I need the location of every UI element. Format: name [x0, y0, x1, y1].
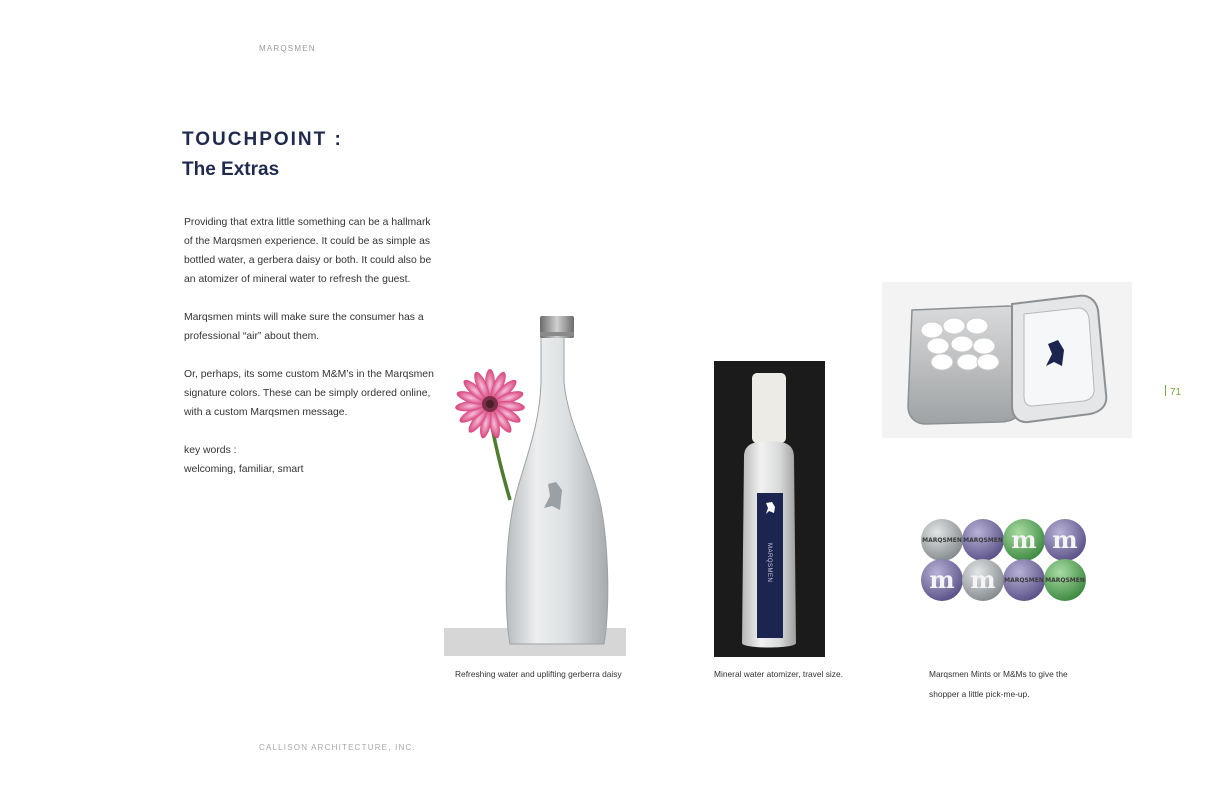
page-title: TOUCHPOINT : [182, 129, 343, 150]
brand-header: MARQSMEN [259, 44, 316, 53]
paragraph-mints: Marqsmen mints will make sure the consumer has a professional “air” about them. [184, 312, 424, 342]
candy-label: MARQSMEN [1004, 577, 1044, 584]
page-number-divider [1165, 385, 1166, 396]
page-subtitle: The Extras [182, 159, 280, 180]
candy-letter: m [1011, 525, 1037, 554]
caption-mints: Marqsmen Mints or M&Ms to give the shopper a little pick-me-up. [929, 669, 1068, 699]
candy-letter: m [1052, 525, 1078, 554]
candy-label: MARQSMEN [963, 537, 1003, 544]
atomizer-image [714, 361, 825, 657]
keywords-label: key words : [184, 445, 237, 456]
water-bottle-image [444, 312, 628, 658]
page-number-value: 71 [1170, 387, 1182, 398]
mint-tin-image [882, 282, 1132, 438]
page-number [1165, 385, 1181, 398]
candy-label: MARQSMEN [922, 537, 962, 544]
candy-letter: m [929, 565, 955, 594]
candies-image [918, 516, 1088, 606]
candy-letter: m [970, 565, 996, 594]
caption-atomizer: Mineral water atomizer, travel size. [714, 669, 843, 679]
paragraph-intro: Providing that extra little something can be a hallmark of the Marqsmen experience. It could be as simple as bottled water, a gerbera daisy or both. It could also be an atomizer of mineral water to refresh the guest. [184, 217, 432, 285]
candy-label: MARQSMEN [1045, 577, 1085, 584]
footer-text: CALLISON ARCHITECTURE, INC. [259, 743, 416, 752]
paragraph-mms: Or, perhaps, its some custom M&M’s in the Marqsmen signature colors. These can be simply ordered online, with a custom Marqsmen message. [184, 369, 434, 418]
atomizer-label: MARQSMEN [766, 543, 772, 583]
body-text [184, 213, 434, 479]
caption-bottle: Refreshing water and uplifting gerberra daisy [455, 669, 622, 679]
keywords-list: welcoming, familiar, smart [184, 464, 304, 475]
